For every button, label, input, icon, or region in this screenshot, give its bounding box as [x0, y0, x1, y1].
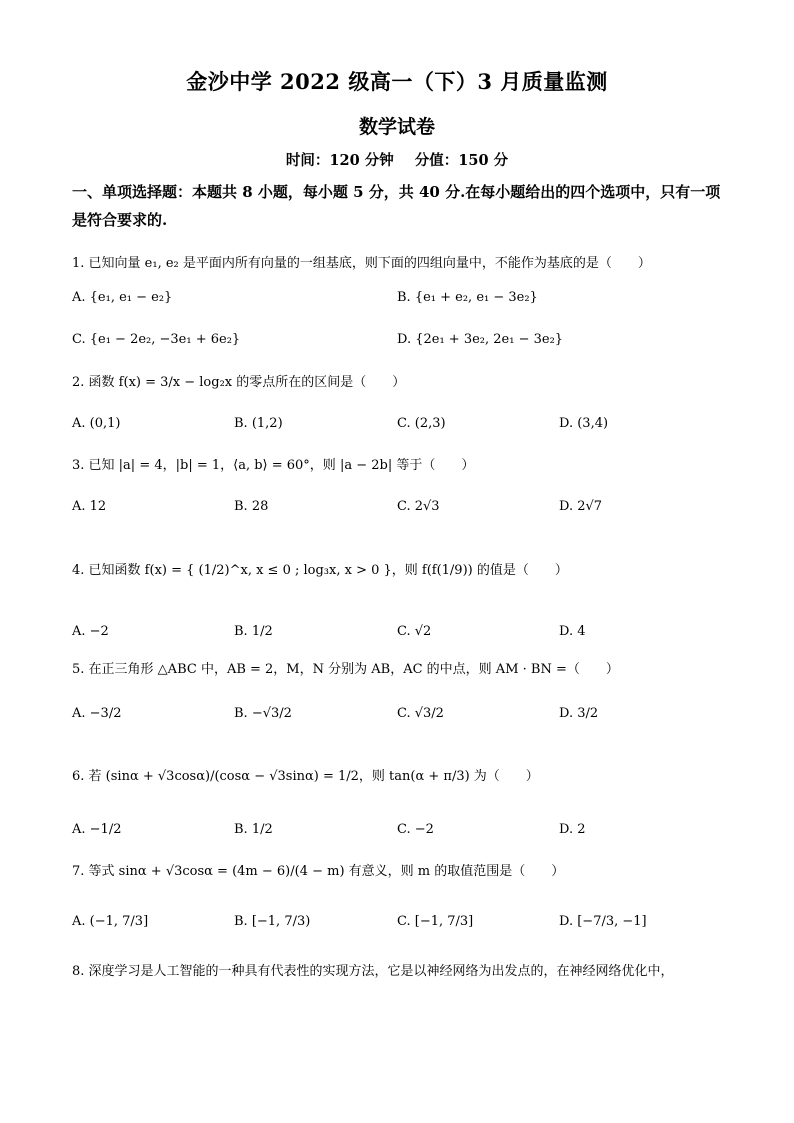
- option-d[interactable]: D. (3,4): [559, 416, 609, 431]
- option-d[interactable]: D. [−7/3, −1]: [559, 914, 647, 929]
- option-d[interactable]: D. 2: [559, 822, 586, 837]
- question-number: 8.: [72, 964, 85, 979]
- question-stem: 在正三角形 △ABC 中，AB = 2，M，N 分别为 AB，AC 的中点，则 AM · BN =（ ）: [88, 662, 619, 677]
- exam-meta: [0, 149, 794, 170]
- question-5-options: [72, 706, 722, 736]
- question-4: [72, 561, 722, 581]
- option-b[interactable]: B. 28: [234, 499, 269, 514]
- option-b[interactable]: B. [−1, 7/3): [234, 914, 311, 929]
- question-number: 5.: [72, 662, 85, 677]
- question-stem: 深度学习是人工智能的一种具有代表性的实现方法，它是以神经网络为出发点的，在神经网络优化中，: [88, 964, 674, 979]
- question-number: 3.: [72, 458, 85, 473]
- question-2-options: [72, 416, 722, 446]
- question-stem: 函数 f(x) = 3/x − log₂x 的零点所在的区间是（ ）: [88, 375, 406, 390]
- question-5: [72, 660, 722, 680]
- question-1-options-row1: [72, 290, 722, 320]
- option-a[interactable]: A. −2: [72, 624, 109, 639]
- option-b[interactable]: B. (1,2): [234, 416, 283, 431]
- option-b[interactable]: B. 1/2: [234, 822, 273, 837]
- question-stem: 已知 |a| = 4，|b| = 1，⟨a, b⟩ = 60°，则 |a − 2b| 等于（ ）: [88, 458, 475, 473]
- option-a[interactable]: A. (−1, 7/3]: [72, 914, 149, 929]
- question-stem: 若 (sinα + √3cosα)/(cosα − √3sinα) = 1/2，则 tan(α + π/3) 为（ ）: [88, 769, 539, 784]
- option-b[interactable]: B. −√3/2: [234, 706, 292, 721]
- question-3: [72, 456, 722, 476]
- exam-time: 时间：120 分钟: [285, 152, 394, 169]
- question-stem: 已知向量 e₁, e₂ 是平面内所有向量的一组基底，则下面的四组向量中，不能作为基底的是（ ）: [88, 256, 651, 271]
- option-a[interactable]: A. {e₁, e₁ − e₂}: [72, 290, 173, 305]
- option-c[interactable]: C. [−1, 7/3]: [397, 914, 474, 929]
- question-6-options: [72, 822, 722, 852]
- option-d[interactable]: D. 3/2: [559, 706, 599, 721]
- option-a[interactable]: A. −3/2: [72, 706, 122, 721]
- section-heading: 一、单项选择题：本题共 8 小题，每小题 5 分，共 40 分.在每小题给出的四个选项中，只有一项是符合要求的.: [72, 183, 721, 229]
- option-c[interactable]: C. {e₁ − 2e₂, −3e₁ + 6e₂}: [72, 332, 241, 347]
- exam-title: 金沙中学 2022 级高一（下）3 月质量监测: [186, 69, 608, 94]
- option-c[interactable]: C. 2√3: [397, 499, 440, 514]
- exam-subject: 数学试卷: [358, 116, 435, 138]
- option-a[interactable]: A. −1/2: [72, 822, 122, 837]
- question-stem: 已知函数 f(x) = { (1/2)^x, x ≤ 0 ; log₃x, x > 0 }，则 f(f(1/9)) 的值是（ ）: [88, 563, 568, 578]
- question-stem: 等式 sinα + √3cosα = (4m − 6)/(4 − m) 有意义，则 m 的取值范围是（ ）: [88, 864, 565, 879]
- question-number: 6.: [72, 769, 85, 784]
- option-a[interactable]: A. 12: [72, 499, 107, 514]
- option-d[interactable]: D. 4: [559, 624, 586, 639]
- question-1-options-row2: [72, 332, 722, 362]
- exam-score: 分值：150 分: [414, 152, 509, 169]
- question-4-options: [72, 624, 722, 654]
- question-8: [72, 962, 722, 982]
- question-2: [72, 373, 722, 393]
- question-number: 7.: [72, 864, 85, 879]
- question-3-options: [72, 499, 722, 529]
- option-c[interactable]: C. −2: [397, 822, 434, 837]
- question-number: 1.: [72, 256, 85, 271]
- question-6: [72, 767, 722, 787]
- question-number: 4.: [72, 563, 85, 578]
- option-c[interactable]: C. √2: [397, 624, 432, 639]
- question-7-options: [72, 914, 722, 944]
- option-a[interactable]: A. (0,1): [72, 416, 121, 431]
- question-1: [72, 254, 722, 274]
- question-7: [72, 862, 722, 882]
- option-c[interactable]: C. √3/2: [397, 706, 444, 721]
- option-b[interactable]: B. 1/2: [234, 624, 273, 639]
- option-c[interactable]: C. (2,3): [397, 416, 446, 431]
- option-d[interactable]: D. {2e₁ + 3e₂, 2e₁ − 3e₂}: [397, 332, 564, 347]
- option-b[interactable]: B. {e₁ + e₂, e₁ − 3e₂}: [397, 290, 538, 305]
- option-d[interactable]: D. 2√7: [559, 499, 603, 514]
- question-number: 2.: [72, 375, 85, 390]
